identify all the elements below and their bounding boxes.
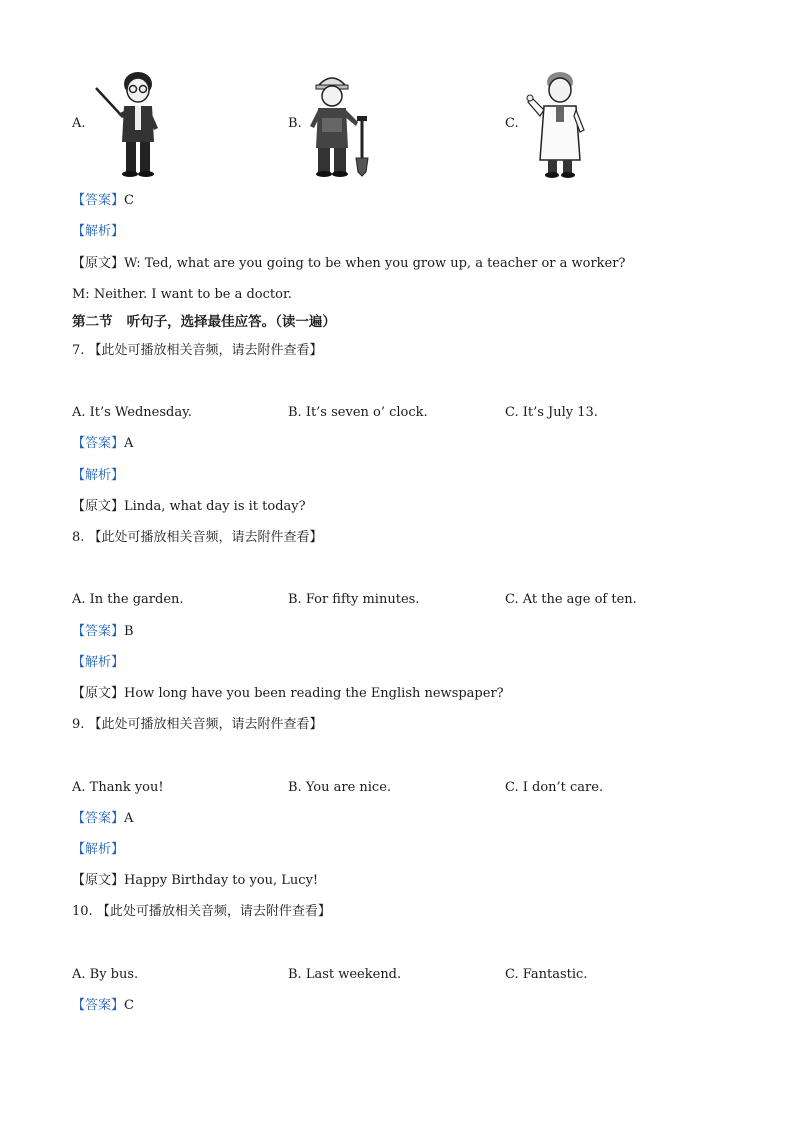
- transcript-text: How long have you been reading the English newspaper?: [124, 686, 504, 701]
- answer-value: C: [124, 193, 134, 208]
- option-c-label: C.: [505, 116, 519, 131]
- doctor-picture: [524, 68, 594, 180]
- answer-value: A: [124, 436, 134, 451]
- audio-note: 【此处可播放相关音频，请去附件查看】: [88, 717, 323, 732]
- analysis-tag: 【解析】: [72, 655, 125, 670]
- q10-option-a: A. By bus.: [72, 967, 139, 982]
- q7-option-b: B. It’s seven o’ clock.: [288, 405, 428, 420]
- question-number: 7.: [72, 343, 85, 358]
- question-8-header: [72, 530, 323, 546]
- answer-tag: 【答案】: [72, 998, 125, 1013]
- q8-transcript-line: [72, 686, 504, 702]
- q9-option-b: B. You are nice.: [288, 780, 392, 795]
- transcript-tag: 【原文】: [72, 499, 125, 514]
- q9-option-c: C. I don’t care.: [505, 780, 604, 795]
- section-heading: 第二节 听句子，选择最佳应答。（读一遍）: [72, 314, 336, 330]
- answer-value: A: [124, 811, 134, 826]
- question-number: 8.: [72, 530, 85, 545]
- question-9-header: [72, 717, 323, 733]
- q8-option-a: A. In the garden.: [72, 592, 184, 607]
- q9-analysis-line: [72, 842, 124, 858]
- transcript-text: W: Ted, what are you going to be when you grow up, a teacher or a worker?: [124, 256, 626, 271]
- question-number: 9.: [72, 717, 85, 732]
- transcript-text: Linda, what day is it today?: [124, 499, 306, 514]
- q6-analysis-line: [72, 224, 124, 240]
- q6-transcript-line-2: M: Neither. I want to be a doctor.: [72, 287, 292, 302]
- answer-value: C: [124, 998, 134, 1013]
- audio-note: 【此处可播放相关音频，请去附件查看】: [96, 904, 331, 919]
- answer-tag: 【答案】: [72, 811, 125, 826]
- q9-transcript-line: [72, 873, 318, 889]
- answer-value: B: [124, 624, 134, 639]
- q6-answer-line: [72, 193, 134, 209]
- audio-note: 【此处可播放相关音频，请去附件查看】: [88, 530, 323, 545]
- option-a-label: A.: [72, 116, 86, 131]
- q8-answer-line: [72, 624, 134, 640]
- analysis-tag: 【解析】: [72, 842, 125, 857]
- answer-tag: 【答案】: [72, 193, 125, 208]
- q8-option-b: B. For fifty minutes.: [288, 592, 420, 607]
- question-number: 10.: [72, 904, 93, 919]
- q9-answer-line: [72, 811, 133, 827]
- q7-analysis-line: [72, 468, 124, 484]
- teacher-picture: [92, 68, 168, 180]
- q7-transcript-line: [72, 499, 306, 515]
- q7-option-a: A. It’s Wednesday.: [72, 405, 192, 420]
- analysis-tag: 【解析】: [72, 224, 125, 239]
- q8-option-c: C. At the age of ten.: [505, 592, 637, 607]
- option-b-label: B.: [288, 116, 302, 131]
- q10-option-b: B. Last weekend.: [288, 967, 402, 982]
- q7-answer-line: [72, 436, 133, 452]
- transcript-tag: 【原文】: [72, 686, 125, 701]
- transcript-tag: 【原文】: [72, 256, 125, 271]
- answer-tag: 【答案】: [72, 436, 125, 451]
- q7-option-c: C. It’s July 13.: [505, 405, 598, 420]
- q8-analysis-line: [72, 655, 124, 671]
- answer-tag: 【答案】: [72, 624, 125, 639]
- analysis-tag: 【解析】: [72, 468, 125, 483]
- worker-picture: [306, 68, 382, 180]
- q6-transcript-line: [72, 256, 625, 272]
- q9-option-a: A. Thank you!: [72, 780, 164, 795]
- q10-answer-line: [72, 998, 134, 1014]
- transcript-tag: 【原文】: [72, 873, 125, 888]
- q10-option-c: C. Fantastic.: [505, 967, 588, 982]
- question-7-header: [72, 343, 323, 359]
- audio-note: 【此处可播放相关音频，请去附件查看】: [88, 343, 323, 358]
- transcript-text: Happy Birthday to you, Lucy!: [124, 873, 319, 888]
- question-10-header: [72, 904, 331, 920]
